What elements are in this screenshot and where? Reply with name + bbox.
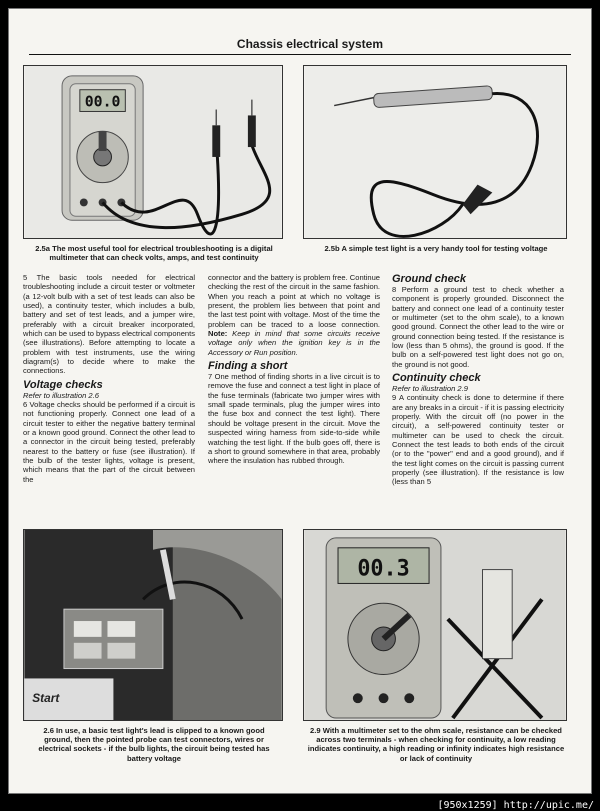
page-title: Chassis electrical system [236, 37, 383, 51]
continuity-illustration [304, 530, 566, 720]
text-column-1 [23, 273, 195, 484]
paragraph-8: 8 Perform a ground test to check whether a component is properly grounded. Disconnect the battery and connect one lead of a continuity tester or multimeter (set to the ohm scale), to a known good ground. Connect the other lead to the wire or ground connection being tested. If the resistance is low (less than 5 ohms), the ground is good. If the bulb on a self-powered test light does not go on, the ground is not good. [392, 285, 564, 369]
heading-finding-short: Finding a short [208, 360, 288, 373]
paragraph-6: 6 Voltage checks should be performed if a circuit is not functioning properly. Connect one lead of a circuit tester to either the negative battery terminal or a known good ground. Connect the other lead to a connector in the circuit being tested, preferably nearest to the battery or fuse (see illustration). If the bulb of the tester lights, voltage is present, which means that the part of the circuit between the [23, 399, 195, 484]
caption-2-6: 2.6 In use, a basic test light's lead is clipped to a known good ground, then the pointed probe can test connectors, wires or electrical sockets - if the bulb lights, the circuit being tested has battery voltage [38, 726, 270, 763]
photo-engine-bay [23, 529, 283, 721]
caption-2-9: 2.9 With a multimeter set to the ohm scale, resistance can be checked across two terminals - when checking for continuity, a low reading indicates continuity, a high reading or infinity indicates high resistance or lack of continuity [307, 726, 565, 763]
multimeter-illustration [24, 66, 282, 238]
caption-2-5a: 2.5a The most useful tool for electrical troubleshooting is a digital multimeter that can check volts, amps, and test continuity [35, 244, 273, 263]
test-light-illustration [304, 66, 566, 238]
meter-a-display: 00.0 [84, 93, 121, 111]
text-column-2 [208, 273, 380, 466]
manual-page [8, 8, 592, 794]
note-text: Keep in mind that some circuits receive voltage only when the ignition key is in the Accessory or Run position. [208, 329, 380, 357]
photo-test-light [303, 65, 567, 239]
image-watermark: [950x1259] http://upic.me/ [437, 800, 594, 811]
photo-multimeter [23, 65, 283, 239]
paragraph-9: 9 A continuity check is done to determine if there are any breaks in a circuit - if it is passing electricity properly. With the circuit off (no power in the circuit), a self-powered continuity tester or multimeter can be used to check the circuit. Connect the test leads to both ends of the circuit (or to the "power" end and a good ground), and if the test light comes on the circuit is passing current properly (see illustration). If the resistance is low (less than 5 [392, 393, 564, 487]
engine-bay-illustration [24, 530, 282, 720]
heading-continuity-check: Continuity check [392, 372, 481, 385]
paragraph-7: 7 One method of finding shorts in a live circuit is to remove the fuse and connect a test light in place of the fuse terminals (fabricate two jumper wires with small spade terminals, plug the jumper wires into the fuse box and connect the test light). There should be voltage present in the circuit. Move the suspected wiring harness from side-to-side while watching the test light. If the bulb goes off, there is a short to ground somewhere in that area, probably where the insulation has rubbed through. [208, 372, 380, 466]
page-header [29, 35, 571, 55]
meter-b-display: 00.3 [357, 556, 410, 582]
text-column-3 [392, 273, 564, 487]
photo-continuity-check [303, 529, 567, 721]
heading-ground-check: Ground check [392, 273, 466, 285]
note-label: Note: [208, 329, 228, 339]
caption-2-5b: 2.5b A simple test light is a very handy tool for testing voltage [324, 244, 548, 253]
battery-label: Start [32, 691, 60, 706]
paragraph-6-continued: connector and the battery is problem free. Continue checking the rest of the circuit in the same fashion. When you reach a point at which no voltage is present, the problem lies between that point and the last test point with voltage. Most of the time the problem can be traced to a loose connection. Note: Keep in mind that some circuits receive voltage only when the ignition key is in the Accessory or Run position. [208, 273, 381, 357]
heading-voltage-checks: Voltage checks [23, 378, 103, 391]
ref-illustration-2-6: Refer to illustration 2.6 [23, 390, 99, 400]
paragraph-5: 5 The basic tools needed for electrical troubleshooting include a circuit tester or voltmeter (a 12-volt bulb with a set of test leads can also be used), a continuity tester, which includes a bulb, battery and set of test leads, and a jumper wire, preferably with a circuit breaker incorporated, which can be used to bypass electrical components (see illustrations). Before attempting to locate a problem with test instruments, use the wiring diagram(s) to decide where to make the connections. [23, 273, 195, 376]
ref-illustration-2-9: Refer to illustration 2.9 [392, 384, 468, 394]
